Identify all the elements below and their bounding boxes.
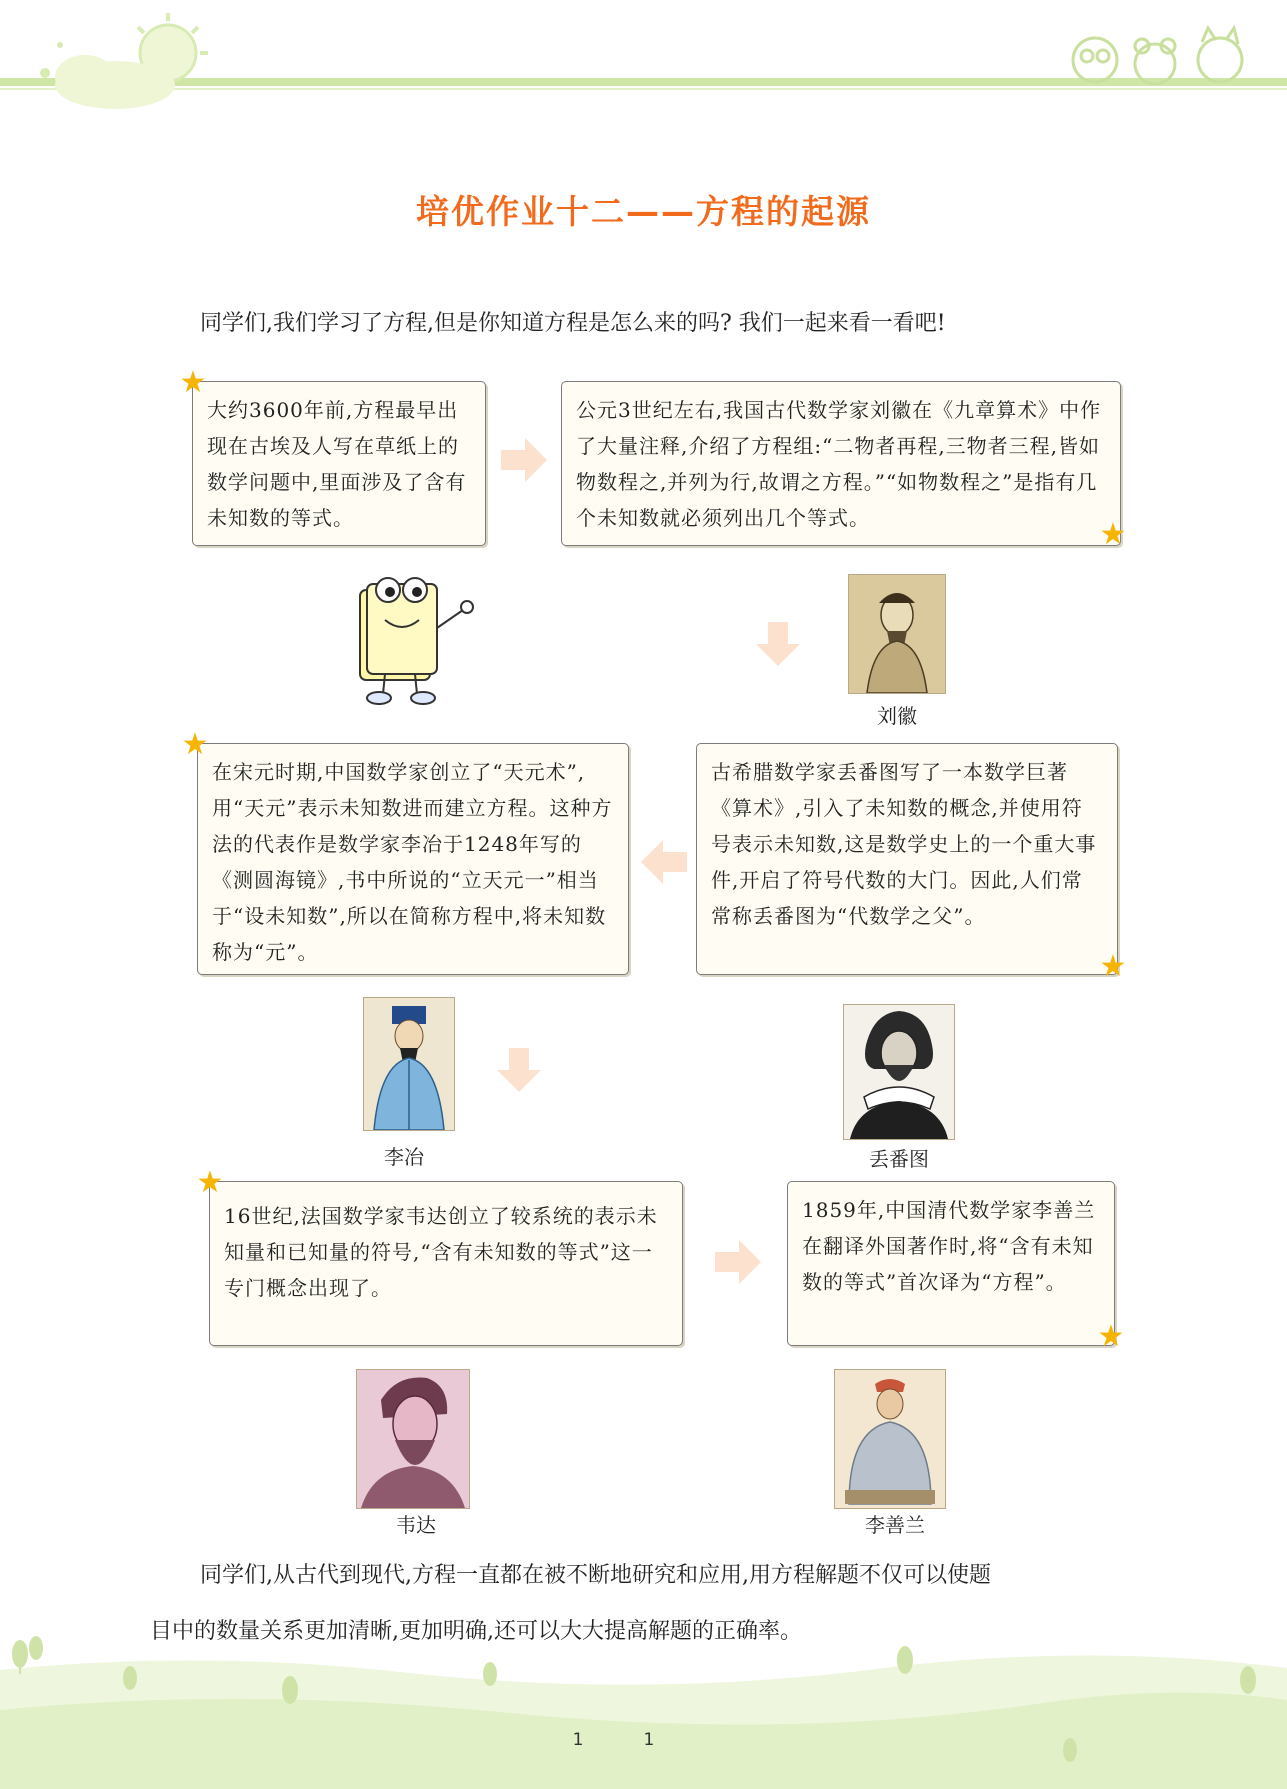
text-box-liye: 在宋元时期,中国数学家创立了“天元术”,用“天元”表示未知数进而建立方程。这种方法的代表作是数学家李冶于1248年写的《测圆海镜》,书中所说的“立天元一”相当于“设未知数”,所以在简称方程中,将未知数称为“元”。 bbox=[197, 743, 629, 975]
caption-diophantus: 丢番图 bbox=[869, 1147, 929, 1171]
caption-lishanlan: 李善兰 bbox=[865, 1513, 925, 1537]
animal-faces-decoration bbox=[1060, 20, 1260, 90]
caption-liuhui: 刘徽 bbox=[877, 704, 917, 728]
page-number: 11 bbox=[572, 1730, 715, 1750]
star-icon: ★ bbox=[1099, 949, 1127, 984]
arrow-down-icon bbox=[756, 622, 800, 666]
portrait-liuhui bbox=[848, 574, 946, 694]
star-icon: ★ bbox=[179, 365, 207, 400]
star-icon: ★ bbox=[1097, 1319, 1125, 1354]
portrait-lishanlan bbox=[834, 1369, 946, 1509]
portrait-diophantus bbox=[843, 1004, 955, 1140]
text-box-diophantus: 古希腊数学家丢番图写了一本数学巨著《算术》,引入了未知数的概念,并使用符号表示未知数,这是数学史上的一个重大事件,开启了符号代数的大门。因此,人们常常称丢番图为“代数学之父”。 bbox=[696, 743, 1118, 975]
arrow-down-icon bbox=[497, 1048, 541, 1092]
conclusion-line-2: 目中的数量关系更加清晰,更加明确,还可以大大提高解题的正确率。 bbox=[150, 1619, 802, 1644]
hills-decoration bbox=[0, 1630, 1287, 1789]
star-icon: ★ bbox=[181, 727, 209, 762]
page-title: 培优作业十二——方程的起源 bbox=[416, 192, 871, 231]
text-box-vieta: 16世纪,法国数学家韦达创立了较系统的表示未知量和已知量的符号,“含有未知数的等式”这一专门概念出现了。 bbox=[209, 1181, 683, 1346]
conclusion-line-1: 同学们,从古代到现代,方程一直都在被不断地研究和应用,用方程解题不仅可以使题 bbox=[200, 1563, 991, 1588]
portrait-vieta bbox=[356, 1369, 470, 1509]
portrait-liye bbox=[363, 997, 455, 1131]
sun-cloud-decoration bbox=[20, 5, 220, 115]
cartoon-notebook-mascot bbox=[345, 570, 480, 710]
caption-liye: 李冶 bbox=[384, 1145, 424, 1169]
caption-vieta: 韦达 bbox=[396, 1513, 436, 1537]
arrow-right-icon bbox=[501, 438, 547, 482]
star-icon: ★ bbox=[196, 1165, 224, 1200]
intro-text: 同学们,我们学习了方程,但是你知道方程是怎么来的吗? 我们一起来看一看吧! bbox=[200, 311, 946, 336]
text-box-liuhui: 公元3世纪左右,我国古代数学家刘徽在《九章算术》中作了大量注释,介绍了方程组:“二物者再程,三物者三程,皆如物数程之,并列为行,故谓之方程。”“如物数程之”是指有几个未知数就必须列出几个等式。 bbox=[561, 381, 1121, 546]
star-icon: ★ bbox=[1099, 517, 1127, 552]
arrow-left-icon bbox=[641, 840, 687, 884]
arrow-right-icon bbox=[715, 1240, 761, 1284]
text-box-egypt: 大约3600年前,方程最早出现在古埃及人写在草纸上的数学问题中,里面涉及了含有未知数的等式。 bbox=[192, 381, 486, 546]
text-box-lishanlan: 1859年,中国清代数学家李善兰在翻译外国著作时,将“含有未知数的等式”首次译为“方程”。 bbox=[787, 1181, 1115, 1346]
